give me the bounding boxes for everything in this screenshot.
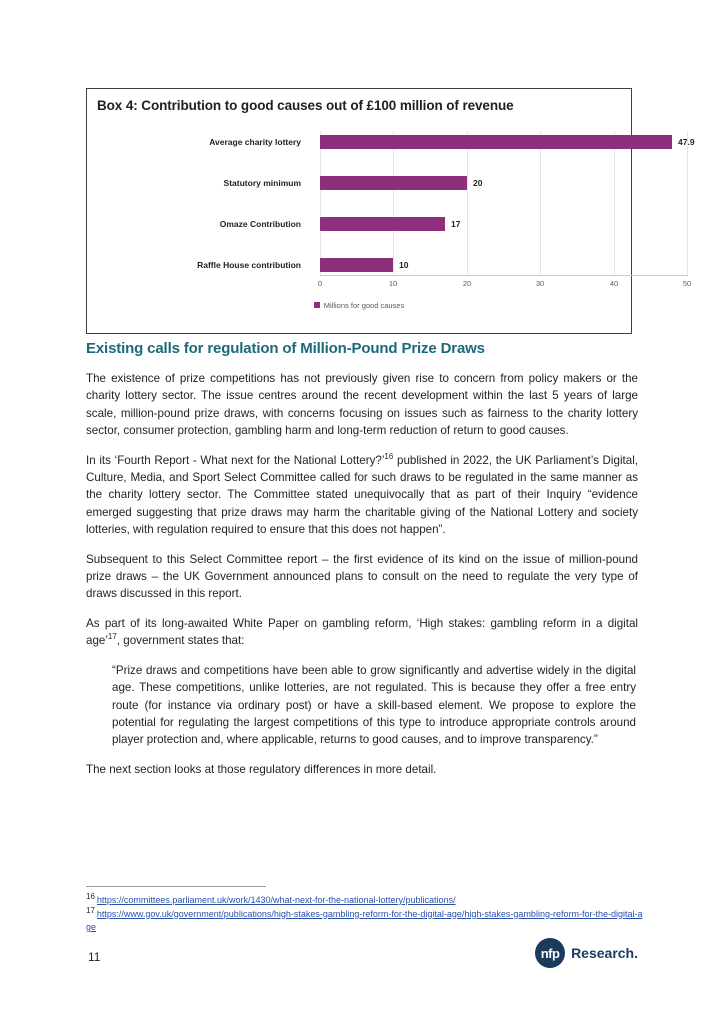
legend-label: Millions for good causes xyxy=(323,301,405,310)
x-tick-1: 10 xyxy=(388,279,398,288)
paragraph-1: The existence of prize competitions has not previously given rise to concern from policy makers or the charity lottery sector. The issue centres around the recent development within the last 5 years of large scale, million-pound prize draws, with concerns focusing on issues such as fairness to the charity lottery sector, consumer protection, gambling harm and long-term reduction of return to good causes. xyxy=(86,372,638,438)
table-row xyxy=(87,133,695,151)
bar-label-0: Average charity lottery xyxy=(209,137,301,147)
footnote-number-17: 17 xyxy=(86,905,95,915)
footnote-ref-16[interactable]: 16 xyxy=(384,451,394,461)
table-row xyxy=(87,256,631,274)
bar-2 xyxy=(320,217,445,231)
gridline-0 xyxy=(320,131,321,275)
table-row xyxy=(87,174,631,192)
gridline-40 xyxy=(614,131,615,275)
x-tick-5: 50 xyxy=(682,279,692,288)
x-tick-0: 0 xyxy=(317,279,323,288)
box4-chart-container xyxy=(86,88,695,334)
x-tick-4: 40 xyxy=(609,279,619,288)
footnote-16 xyxy=(86,894,646,908)
paragraph-3: Subsequent to this Select Committee report – the first evidence of its kind on the issue of million-pound prize draws – the UK Government announced plans to consult on the need to regulate the very type of draws discussed in this report. xyxy=(86,552,638,601)
section-heading: Existing calls for regulation of Million-Pound Prize Draws xyxy=(86,340,485,357)
box4-title: Box 4: Contribution to good causes out of £100 million of revenue xyxy=(97,98,514,113)
legend-swatch-icon xyxy=(314,302,320,308)
footnote-number-16: 16 xyxy=(86,892,95,901)
bar-chart xyxy=(87,125,695,333)
nfp-research-logo xyxy=(535,938,638,968)
gridline-30 xyxy=(540,131,541,275)
footnote-link-16[interactable]: https://committees.parliament.uk/work/1430/what-next-for-the-national-lottery/publications/ xyxy=(96,895,456,905)
bar-label-2: Omaze Contribution xyxy=(219,219,301,229)
table-row xyxy=(87,215,631,233)
bar-label-3: Raffle House contribution xyxy=(197,260,301,270)
footnote-link-17[interactable]: https://www.gov.uk/government/publications/high-stakes-gambling-reform-for-the-digital-age/high-stakes-gambling-reform-for-the-digital-age xyxy=(86,908,643,932)
bar-value-2: 17 xyxy=(451,219,461,229)
paragraph-2-pre: In its ‘Fourth Report - What next for the National Lottery?’ xyxy=(86,453,385,467)
x-axis-line xyxy=(320,275,688,276)
bar-3 xyxy=(320,258,393,272)
footnotes xyxy=(86,894,646,935)
chart-legend xyxy=(87,301,631,310)
bar-value-3: 10 xyxy=(399,260,409,270)
bar-value-1: 20 xyxy=(473,178,483,188)
footnote-17 xyxy=(86,905,646,935)
body-content xyxy=(86,370,638,790)
closing-paragraph: The next section looks at those regulatory differences in more detail. xyxy=(86,762,437,776)
page-number: 11 xyxy=(88,950,101,964)
paragraph-4 xyxy=(86,615,638,650)
x-tick-3: 30 xyxy=(535,279,545,288)
paragraph-4-pre: As part of its long-awaited White Paper on gambling reform, ‘High stakes: gambling reform in a digital age’ xyxy=(86,616,638,648)
nfp-logo-icon: nfp xyxy=(535,938,565,968)
paragraph-4-post: , government states that: xyxy=(116,634,245,648)
gridline-20 xyxy=(467,131,468,275)
blockquote: “Prize draws and competitions have been able to grow significantly and advertise widely in the digital age. These competitions, unlike lotteries, are not regulated. This is because they offer a free entry route (for instance via ordinary post) or have a skill-based element. We propose to explore the potential for regulating the largest competitions of this type to introduce appropriate controls around player protection and, where applicable, returns to good causes, and to improve transparency.” xyxy=(112,663,636,747)
gridline-50 xyxy=(687,131,688,275)
bar-label-1: Statutory minimum xyxy=(223,178,301,188)
footnote-ref-17[interactable]: 17 xyxy=(107,632,117,642)
footnote-separator xyxy=(86,886,266,887)
paragraph-2 xyxy=(86,452,638,539)
logo-wordmark: Research. xyxy=(571,945,638,961)
gridline-10 xyxy=(393,131,394,275)
paragraph-2-post: published in 2022, the UK Parliament’s Digital, Culture, Media, and Sport Select Committee called for such draws to be regulated in the same manner as the charity lottery sector. The Committee stated unequivocally that as part of their Inquiry “evidence emerged suggesting that prize draws may harm the charitable giving of the National Lottery and society lotteries, with regulation required to ensure that this does not happen”. xyxy=(86,453,638,537)
bar-1 xyxy=(320,176,467,190)
bar-0 xyxy=(320,135,672,149)
bar-value-0: 47.9 xyxy=(678,137,695,147)
x-tick-2: 20 xyxy=(462,279,472,288)
